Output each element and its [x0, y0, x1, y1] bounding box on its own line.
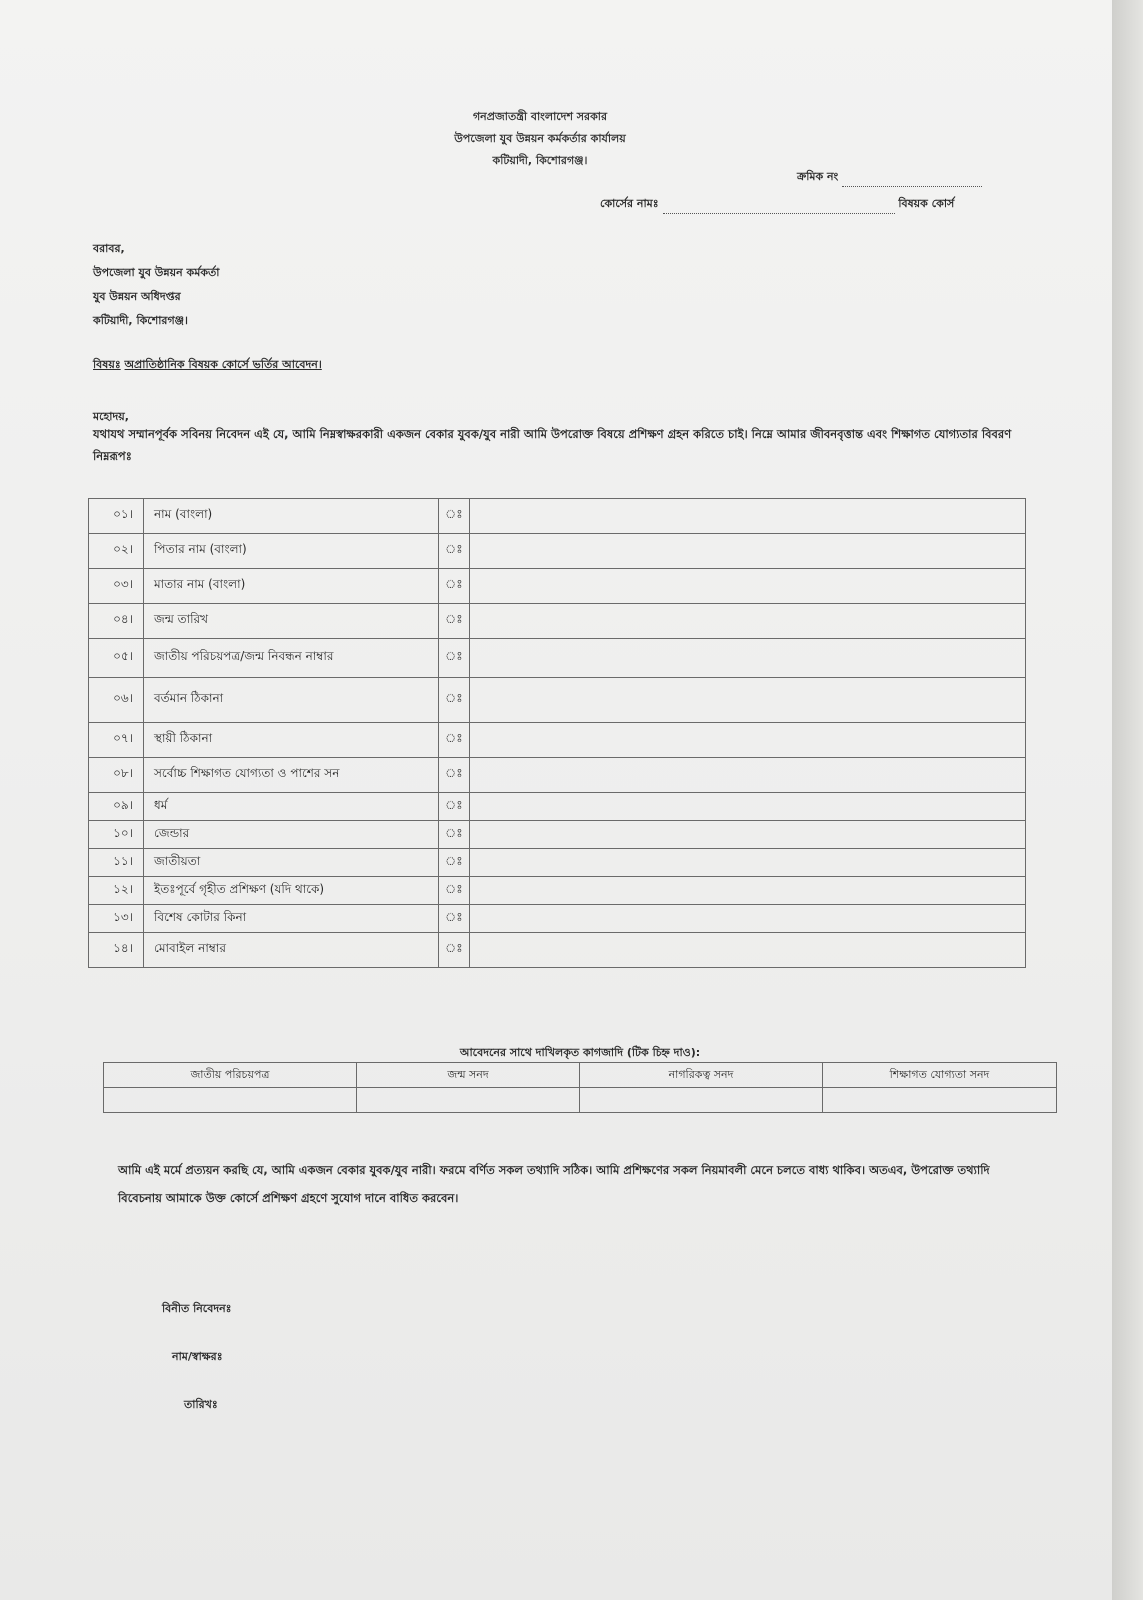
- form-row-colon: ঃ: [439, 678, 470, 723]
- form-row-colon: ঃ: [439, 639, 470, 678]
- tick-national-id[interactable]: [104, 1088, 357, 1113]
- form-row-value-field[interactable]: [469, 793, 1025, 821]
- form-row-number: ০২।: [89, 534, 144, 569]
- form-row-colon: ঃ: [439, 604, 470, 639]
- attachments-header-row: [104, 1063, 1057, 1088]
- form-row: [89, 849, 1026, 877]
- form-row-label: বিশেষ কোটার কিনা: [144, 905, 439, 933]
- form-row-label: পিতার নাম (বাংলা): [144, 534, 439, 569]
- form-row-value-field[interactable]: [469, 849, 1025, 877]
- recipient-line2: উপজেলা যুব উন্নয়ন কর্মকর্তা: [93, 266, 220, 279]
- attachments-tick-row: [104, 1088, 1057, 1113]
- form-row-colon: ঃ: [439, 723, 470, 758]
- form-row-colon: ঃ: [439, 499, 470, 534]
- form-row-label: সর্বোচ্চ শিক্ষাগত যোগ্যতা ও পাশের সন: [144, 758, 439, 793]
- form-row-label: ইতঃপূর্বে গৃহীত প্রশিক্ষণ (যদি থাকে): [144, 877, 439, 905]
- form-row-colon: ঃ: [439, 849, 470, 877]
- form-row-number: ০৭।: [89, 723, 144, 758]
- form-row-number: ০১।: [89, 499, 144, 534]
- form-row-label: জেন্ডার: [144, 821, 439, 849]
- form-row-label: মাতার নাম (বাংলা): [144, 569, 439, 604]
- form-row-value-field[interactable]: [469, 723, 1025, 758]
- form-row-colon: ঃ: [439, 821, 470, 849]
- form-row-label: স্থায়ী ঠিকানা: [144, 723, 439, 758]
- form-row: [89, 723, 1026, 758]
- attachments-table: [103, 1062, 1057, 1113]
- tick-education-certificate[interactable]: [823, 1088, 1057, 1113]
- form-row-value-field[interactable]: [469, 821, 1025, 849]
- office-header-line2: উপজেলা যুব উন্নয়ন কর্মকর্তার কার্যালয়: [454, 132, 626, 145]
- signoff-line1: বিনীত নিবেদনঃ: [162, 1302, 232, 1315]
- form-row-value-field[interactable]: [469, 604, 1025, 639]
- attachments-title: আবেদনের সাথে দাখিলকৃত কাগজাদি (টিক চিহ্ন দাও):: [459, 1046, 701, 1059]
- serial-number-label: ক্রমিক নং: [797, 170, 839, 183]
- form-row: [89, 678, 1026, 723]
- form-row-number: ০৩।: [89, 569, 144, 604]
- form-row: [89, 877, 1026, 905]
- form-row-colon: ঃ: [439, 933, 470, 968]
- form-row-label: জাতীয়তা: [144, 849, 439, 877]
- form-row: [89, 639, 1026, 678]
- applicant-info-table: [88, 498, 1026, 968]
- course-name-label: কোর্সের নামঃ: [600, 197, 659, 210]
- form-row-colon: ঃ: [439, 758, 470, 793]
- course-name-field[interactable]: [663, 213, 895, 214]
- paper-edge: [1112, 0, 1143, 1600]
- declaration-paragraph: আমি এই মর্মে প্রত্যয়ন করছি যে, আমি একজন বেকার যুবক/যুব নারী। ফরমে বর্ণিত সকল তথ্যাদি সঠিক। আমি প্রশিক্ষণের সকল নিয়মাবলী মেনে চলতে বাধ্য থাকিব। অতএব, উপরোক্ত তথ্যাদি বিবেচনায় আমাকে উক্ত কোর্সে প্রশিক্ষণ গ্রহণে সুযোগ দানে বাধিত করবেন।: [118, 1163, 990, 1205]
- attachment-citizenship-certificate: নাগরিকত্ব সনদ: [580, 1063, 823, 1088]
- form-row-value-field[interactable]: [469, 905, 1025, 933]
- form-row-number: ১২।: [89, 877, 144, 905]
- form-row-number: ০৬।: [89, 678, 144, 723]
- form-row-colon: ঃ: [439, 569, 470, 604]
- course-name-suffix: বিষয়ক কোর্স: [898, 197, 955, 210]
- form-row-number: ১১।: [89, 849, 144, 877]
- form-row-number: ০৪।: [89, 604, 144, 639]
- form-row-colon: ঃ: [439, 905, 470, 933]
- subject-text: অপ্রাতিষ্ঠানিক বিষয়ক কোর্সে ভর্তির আবেদন।: [124, 358, 322, 371]
- signoff-date[interactable]: তারিখঃ: [184, 1398, 218, 1411]
- form-row-colon: ঃ: [439, 877, 470, 905]
- form-row-value-field[interactable]: [469, 569, 1025, 604]
- subject-line: [93, 356, 322, 375]
- recipient-line1: বরাবর,: [93, 242, 125, 255]
- form-row-label: নাম (বাংলা): [144, 499, 439, 534]
- serial-number-row: [797, 168, 982, 187]
- form-row: [89, 569, 1026, 604]
- course-name-row: [600, 195, 954, 214]
- salutation: মহোদয়,: [93, 410, 129, 423]
- form-row-label: বর্তমান ঠিকানা: [144, 678, 439, 723]
- form-row-colon: ঃ: [439, 534, 470, 569]
- form-row-value-field[interactable]: [469, 933, 1025, 968]
- form-row-label: জাতীয় পরিচয়পত্র/জন্ম নিবন্ধন নাম্বার: [144, 639, 439, 678]
- form-row: [89, 758, 1026, 793]
- form-row-label: মোবাইল নাম্বার: [144, 933, 439, 968]
- form-row: [89, 793, 1026, 821]
- tick-birth-certificate[interactable]: [357, 1088, 580, 1113]
- form-row-number: ১৩।: [89, 905, 144, 933]
- form-row-value-field[interactable]: [469, 877, 1025, 905]
- form-row-value-field[interactable]: [469, 499, 1025, 534]
- tick-citizenship-certificate[interactable]: [580, 1088, 823, 1113]
- recipient-line3: যুব উন্নয়ন অধিদপ্তর: [93, 290, 181, 303]
- form-row-number: ০৯।: [89, 793, 144, 821]
- form-row: [89, 821, 1026, 849]
- form-row-number: ১০।: [89, 821, 144, 849]
- attachment-birth-certificate: জন্ম সনদ: [357, 1063, 580, 1088]
- signoff-name-signature[interactable]: নাম/স্বাক্ষরঃ: [172, 1350, 223, 1363]
- form-row-value-field[interactable]: [469, 639, 1025, 678]
- form-row-label: ধর্ম: [144, 793, 439, 821]
- attachment-national-id: জাতীয় পরিচয়পত্র: [104, 1063, 357, 1088]
- form-row-label: জন্ম তারিখ: [144, 604, 439, 639]
- subject-label: বিষয়ঃ: [93, 358, 121, 371]
- form-row-value-field[interactable]: [469, 758, 1025, 793]
- form-row: [89, 604, 1026, 639]
- form-row-colon: ঃ: [439, 793, 470, 821]
- form-row: [89, 534, 1026, 569]
- office-header-line3: কটিয়াদী, কিশোরগঞ্জ।: [492, 154, 588, 167]
- office-header-line1: গনপ্রজাতন্ত্রী বাংলাদেশ সরকার: [472, 110, 608, 123]
- intro-paragraph: যথাযথ সম্মানপূর্বক সবিনয় নিবেদন এই যে, আমি নিম্নস্বাক্ষরকারী একজন বেকার যুবক/যুব নারী আমি উপরোক্ত বিষয়ে প্রশিক্ষণ গ্রহন করিতে চাই। নিম্নে আমার জীবনবৃত্তান্ত এবং শিক্ষাগত যোগ্যতার বিবরণ নিম্নরূপঃ: [93, 427, 1012, 463]
- form-row-value-field[interactable]: [469, 678, 1025, 723]
- form-row: [89, 905, 1026, 933]
- form-row-number: ০৮।: [89, 758, 144, 793]
- form-row-number: ১৪।: [89, 933, 144, 968]
- recipient-line4: কটিয়াদী, কিশোরগঞ্জ।: [93, 314, 188, 327]
- form-row-number: ০৫।: [89, 639, 144, 678]
- serial-number-field[interactable]: [842, 186, 982, 187]
- attachment-education-certificate: শিক্ষাগত যোগ্যতা সনদ: [823, 1063, 1057, 1088]
- form-row: [89, 933, 1026, 968]
- form-row-value-field[interactable]: [469, 534, 1025, 569]
- form-row: [89, 499, 1026, 534]
